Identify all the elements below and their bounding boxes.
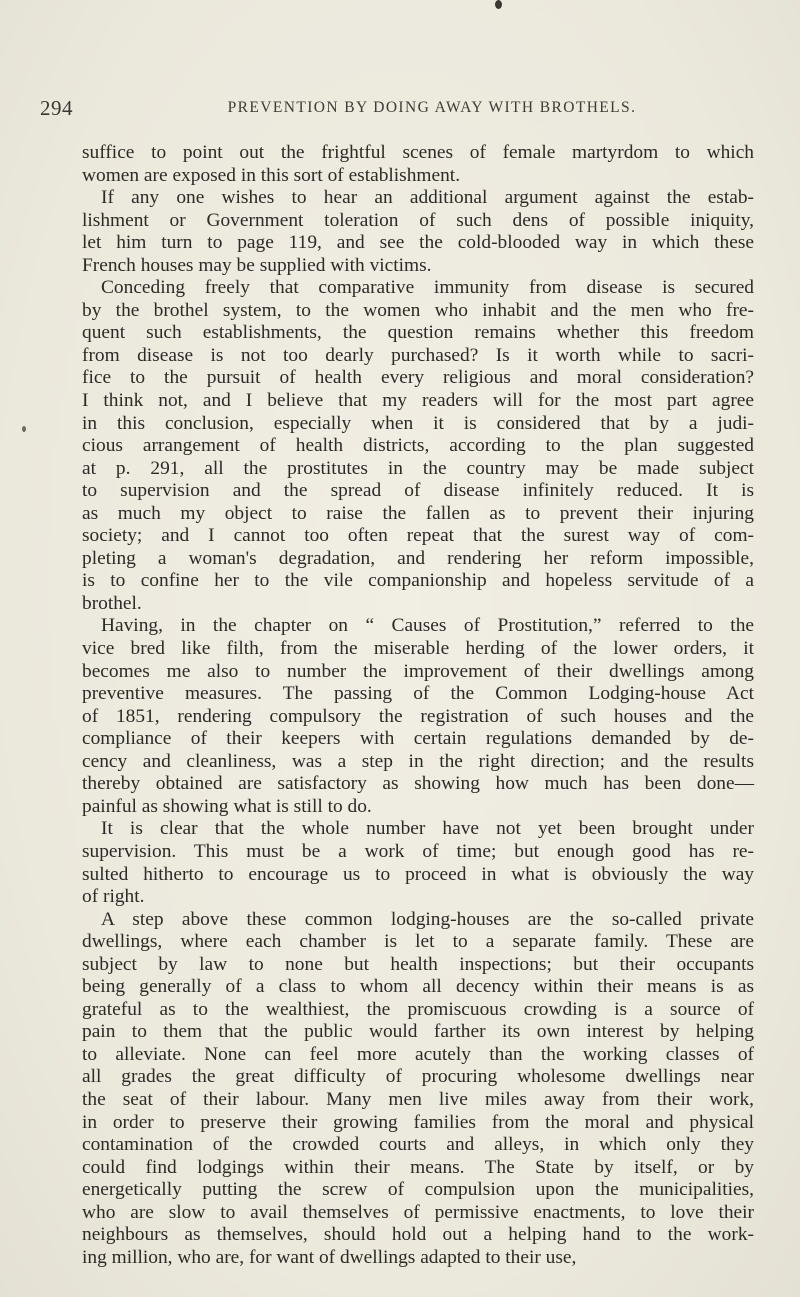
text-line: grateful as to the wealthiest, the promiscuous crowding is a source of <box>82 998 754 1020</box>
text-line: Conceding freely that comparative immunity from disease is secured <box>101 277 754 299</box>
text-line: supervision. This must be a work of time; but enough good has re- <box>82 840 754 862</box>
text-line: dwellings, where each chamber is let to a separate family. These are <box>82 931 754 953</box>
text-line: cious arrangement of health districts, according to the plan suggested <box>82 435 754 457</box>
text-line: to supervision and the spread of disease infinitely reduced. It is <box>82 480 754 502</box>
ink-spot <box>495 0 502 9</box>
page-number: 294 <box>40 96 73 120</box>
text-line: sulted hitherto to encourage us to proceed in what is obviously the way <box>82 863 754 885</box>
text-line: If any one wishes to hear an additional argument against the estab- <box>101 187 754 209</box>
text-line: contamination of the crowded courts and alleys, in which only they <box>82 1134 754 1156</box>
text-line: painful as showing what is still to do. <box>82 795 372 817</box>
text-line: compliance of their keepers with certain regulations demanded by de- <box>82 728 754 750</box>
text-line: by the brothel system, to the women who inhabit and the men who fre- <box>82 299 754 321</box>
text-line: is to confine her to the vile companionship and hopeless servitude of a <box>82 570 754 592</box>
text-line: could find lodgings within their means. The State by itself, or by <box>82 1156 754 1178</box>
text-line: energetically putting the screw of compulsion upon the municipalities, <box>82 1179 754 1201</box>
text-line: who are slow to avail themselves of permissive enactments, to love their <box>82 1201 754 1223</box>
text-line: in order to preserve their growing families from the moral and physical <box>82 1111 754 1133</box>
text-line: society; and I cannot too often repeat that the surest way of com- <box>82 525 754 547</box>
text-line: preventive measures. The passing of the Common Lodging-house Act <box>82 683 754 705</box>
text-line: quent such establishments, the question remains whether this freedom <box>82 322 754 344</box>
body-text <box>82 142 754 1269</box>
text-line: fice to the pursuit of health every religious and moral consideration? <box>82 367 754 389</box>
text-line: all grades the great difficulty of procuring wholesome dwellings near <box>82 1066 754 1088</box>
text-line: to alleviate. None can feel more acutely than the working classes of <box>82 1043 754 1065</box>
text-line: becomes me also to number the improvement of their dwellings among <box>82 660 754 682</box>
text-line: French houses may be supplied with victims. <box>82 254 432 276</box>
text-line: thereby obtained are satisfactory as showing how much has been done— <box>82 773 754 795</box>
text-line: suffice to point out the frightful scenes of female martyrdom to which <box>82 142 754 163</box>
text-line: brothel. <box>82 592 142 614</box>
text-line: vice bred like filth, from the miserable herding of the lower orders, it <box>82 638 754 660</box>
text-line: subject by law to none but health inspections; but their occupants <box>82 953 754 975</box>
text-line: from disease is not too dearly purchased? Is it worth while to sacri- <box>82 344 754 366</box>
text-line: women are exposed in this sort of establishment. <box>82 164 461 186</box>
text-line: lishment or Government toleration of such dens of possible iniquity, <box>82 209 754 231</box>
text-line: pain to them that the public would farther its own interest by helping <box>82 1021 754 1043</box>
text-line: at p. 291, all the prostitutes in the country may be made subject <box>82 457 754 479</box>
text-line: cency and cleanliness, was a step in the right direction; and the results <box>82 750 754 772</box>
text-line: in this conclusion, especially when it is considered that by a judi- <box>82 412 754 434</box>
text-line: let him turn to page 119, and see the cold-blooded way in which these <box>82 232 754 254</box>
text-line: A step above these common lodging-houses are the so-called private <box>101 908 754 930</box>
text-line: as much my object to raise the fallen as to prevent their injuring <box>82 502 754 524</box>
text-line: being generally of a class to whom all decency within their means is as <box>82 976 754 998</box>
text-line: of right. <box>82 886 145 908</box>
running-title: PREVENTION BY DOING AWAY WITH BROTHELS. <box>227 99 637 116</box>
text-line: ing million, who are, for want of dwellings adapted to their use, <box>82 1246 577 1268</box>
text-line: the seat of their labour. Many men live miles away from their work, <box>82 1088 754 1110</box>
text-line: Having, in the chapter on “ Causes of Prostitution,” referred to the <box>101 615 754 637</box>
margin-mark <box>22 426 26 432</box>
text-line: neighbours as themselves, should hold out a helping hand to the work- <box>82 1224 754 1246</box>
text-line: of 1851, rendering compulsory the registration of such houses and the <box>82 705 754 727</box>
text-line: I think not, and I believe that my readers will for the most part agree <box>82 390 754 412</box>
text-line: pleting a woman's degradation, and rendering her reform impossible, <box>82 547 754 569</box>
running-head <box>40 96 720 122</box>
text-line: It is clear that the whole number have not yet been brought under <box>101 818 754 840</box>
